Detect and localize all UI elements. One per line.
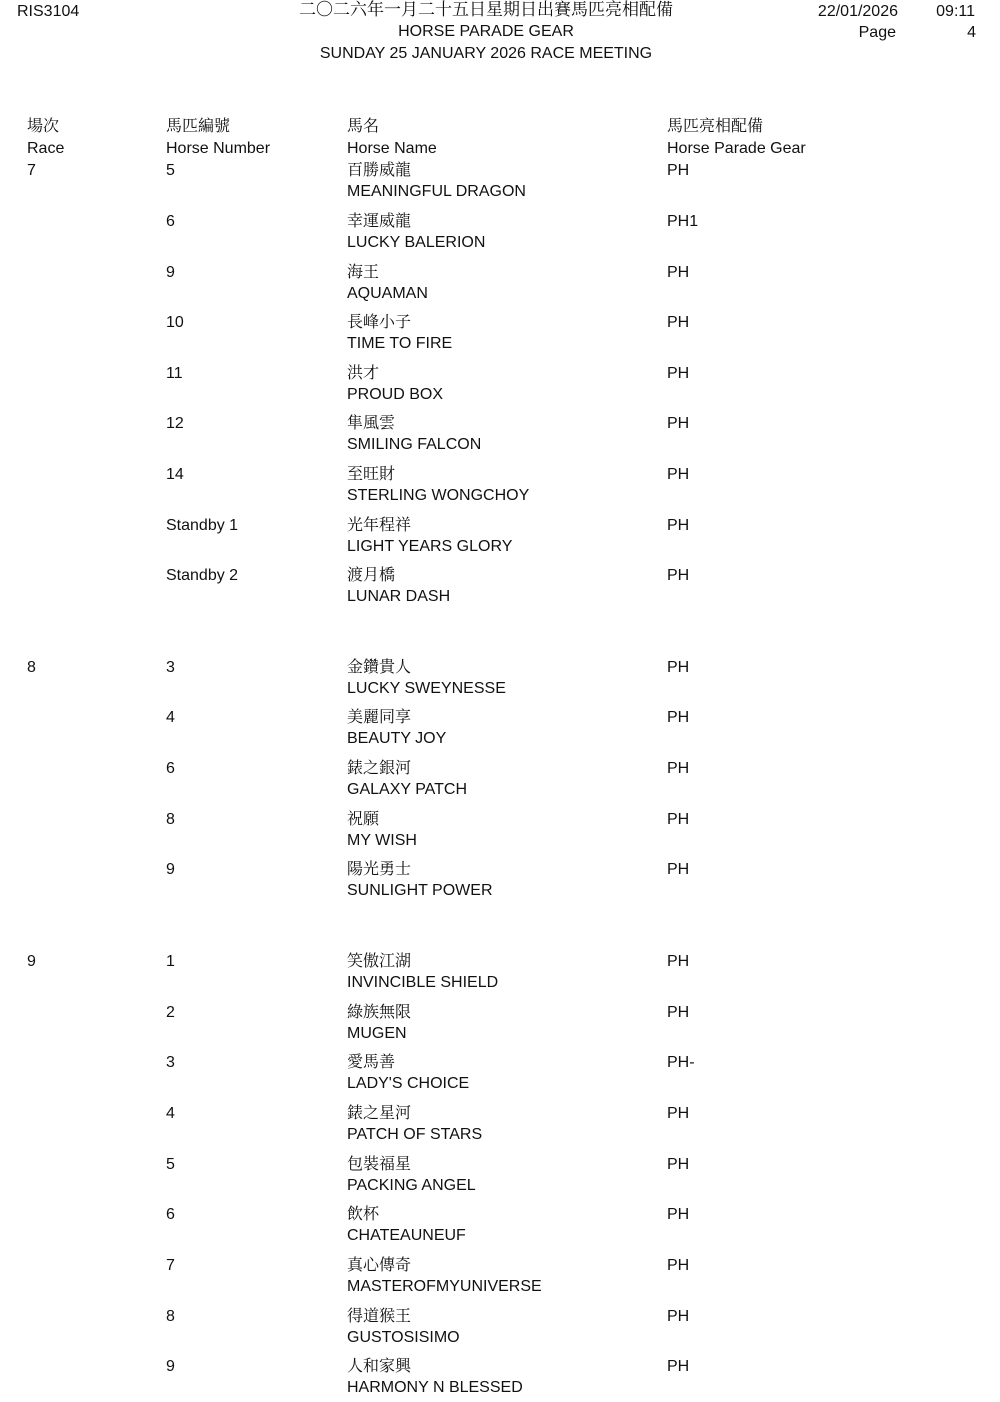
horse-number: 5: [166, 1156, 175, 1173]
horse-name-chinese: 幸運威龍: [347, 213, 412, 230]
table-row: [0, 810, 1000, 854]
horse-name-chinese: 陽光勇士: [347, 861, 412, 878]
report-title: HORSE PARADE GEAR: [398, 23, 574, 40]
horse-number: 6: [166, 760, 175, 777]
report-subtitle: SUNDAY 25 JANUARY 2026 RACE MEETING: [319, 45, 653, 62]
race-number: 8: [27, 659, 36, 676]
horse-name: PACKING ANGEL: [347, 1177, 476, 1194]
horse-name: LIGHT YEARS GLORY: [347, 538, 513, 555]
horse-number: 8: [166, 1308, 175, 1325]
horse-name: PROUD BOX: [347, 386, 444, 403]
horse-number: 9: [166, 264, 175, 281]
horse-name-chinese: 渡月橋: [347, 567, 396, 584]
column-header-gear: Horse Parade Gear: [667, 140, 806, 157]
parade-gear: PH: [667, 709, 690, 726]
horse-number: Standby 1: [166, 517, 239, 534]
table-row: [0, 952, 1000, 996]
table-row: [0, 161, 1000, 205]
table-row: [0, 1307, 1000, 1351]
parade-gear: PH: [667, 517, 690, 534]
horse-number: 4: [166, 709, 175, 726]
parade-gear: PH: [667, 953, 690, 970]
column-header-name-chinese: 馬名: [347, 118, 380, 135]
horse-name-chinese: 祝願: [347, 811, 380, 828]
parade-gear: PH: [667, 811, 690, 828]
table-row: [0, 860, 1000, 904]
horse-name-chinese: 金鑽貴人: [347, 659, 412, 676]
horse-name-chinese: 美麗同享: [347, 709, 412, 726]
report-date: 22/01/2026: [817, 3, 898, 20]
column-header-race: Race: [27, 140, 65, 157]
horse-name-chinese: 真心傳奇: [347, 1257, 412, 1274]
horse-number: 8: [166, 811, 175, 828]
parade-gear: PH: [667, 1105, 690, 1122]
table-row: [0, 465, 1000, 509]
table-row: [0, 212, 1000, 256]
horse-number: Standby 2: [166, 567, 239, 584]
horse-name-chinese: 海王: [347, 264, 380, 281]
table-row: [0, 263, 1000, 307]
parade-gear: PH: [667, 1004, 690, 1021]
horse-name: CHATEAUNEUF: [347, 1227, 466, 1244]
parade-gear: PH: [667, 659, 690, 676]
table-row: [0, 313, 1000, 357]
parade-gear: PH: [667, 365, 690, 382]
horse-name-chinese: 愛馬善: [347, 1054, 396, 1071]
column-header-race-chinese: 場次: [27, 118, 60, 135]
table-row: [0, 364, 1000, 408]
horse-name-chinese: 錶之銀河: [347, 760, 412, 777]
table-row: [0, 1205, 1000, 1249]
table-row: [0, 708, 1000, 752]
horse-number: 1: [166, 953, 175, 970]
parade-gear: PH: [667, 1308, 690, 1325]
table-row: [0, 759, 1000, 803]
parade-gear: PH: [667, 466, 690, 483]
horse-number: 6: [166, 1206, 175, 1223]
horse-name: STERLING WONGCHOY: [347, 487, 530, 504]
horse-number: 4: [166, 1105, 175, 1122]
horse-number: 10: [166, 314, 184, 331]
horse-name: BEAUTY JOY: [347, 730, 447, 747]
horse-name: GALAXY PATCH: [347, 781, 468, 798]
page-number: 4: [967, 24, 976, 41]
race-number: 7: [27, 162, 36, 179]
horse-number: 6: [166, 213, 175, 230]
horse-number: 9: [166, 1358, 175, 1375]
horse-name: MASTEROFMYUNIVERSE: [347, 1278, 542, 1295]
horse-name: SUNLIGHT POWER: [347, 882, 493, 899]
horse-name-chinese: 洪才: [347, 365, 380, 382]
horse-name: LADY'S CHOICE: [347, 1075, 470, 1092]
report-code: RIS3104: [17, 3, 80, 20]
parade-gear: PH: [667, 861, 690, 878]
parade-gear: PH-: [667, 1054, 695, 1071]
horse-number: 5: [166, 162, 175, 179]
horse-name-chinese: 百勝威龍: [347, 162, 412, 179]
race-number: 9: [27, 953, 36, 970]
horse-name: GUSTOSISIMO: [347, 1329, 460, 1346]
parade-gear: PH: [667, 567, 690, 584]
table-row: [0, 566, 1000, 610]
horse-name-chinese: 包裝福星: [347, 1156, 412, 1173]
page-label: Page: [858, 24, 896, 41]
horse-name-chinese: 至旺財: [347, 466, 396, 483]
column-header-name: Horse Name: [347, 140, 437, 157]
horse-number: 3: [166, 1054, 175, 1071]
horse-name-chinese: 長峰小子: [347, 314, 412, 331]
table-row: [0, 1003, 1000, 1047]
column-header-gear-chinese: 馬匹亮相配備: [667, 118, 764, 135]
horse-name-chinese: 飲杯: [347, 1206, 380, 1223]
horse-number: 3: [166, 659, 175, 676]
horse-name-chinese: 得道猴王: [347, 1308, 412, 1325]
table-row: [0, 516, 1000, 560]
parade-gear: PH: [667, 1358, 690, 1375]
parade-gear: PH: [667, 314, 690, 331]
parade-gear: PH: [667, 415, 690, 432]
report-title-chinese: 二〇二六年一月二十五日星期日出賽馬匹亮相配備: [299, 0, 673, 19]
table-row: [0, 1357, 1000, 1401]
horse-name-chinese: 光年程祥: [347, 517, 412, 534]
parade-gear: PH: [667, 1156, 690, 1173]
column-header-number: Horse Number: [166, 140, 271, 157]
horse-name-chinese: 隼風雲: [347, 415, 396, 432]
horse-number: 7: [166, 1257, 175, 1274]
horse-name: LUCKY BALERION: [347, 234, 486, 251]
horse-number: 2: [166, 1004, 175, 1021]
parade-gear: PH1: [667, 213, 699, 230]
table-row: [0, 1053, 1000, 1097]
horse-name: MY WISH: [347, 832, 417, 849]
horse-number: 14: [166, 466, 184, 483]
horse-name: LUNAR DASH: [347, 588, 451, 605]
column-header-number-chinese: 馬匹編號: [166, 118, 231, 135]
table-row: [0, 658, 1000, 702]
horse-name: LUCKY SWEYNESSE: [347, 680, 506, 697]
parade-gear: PH: [667, 264, 690, 281]
table-row: [0, 414, 1000, 458]
horse-number: 12: [166, 415, 184, 432]
horse-number: 11: [166, 365, 183, 382]
horse-name-chinese: 人和家興: [347, 1358, 412, 1375]
horse-name: AQUAMAN: [347, 285, 428, 302]
horse-name: MUGEN: [347, 1025, 407, 1042]
horse-name: HARMONY N BLESSED: [347, 1379, 523, 1396]
horse-number: 9: [166, 861, 175, 878]
report-time: 09:11: [936, 3, 975, 20]
table-row: [0, 1256, 1000, 1300]
parade-gear: PH: [667, 1257, 690, 1274]
horse-name: INVINCIBLE SHIELD: [347, 974, 499, 991]
parade-gear: PH: [667, 760, 690, 777]
table-row: [0, 1155, 1000, 1199]
parade-gear: PH: [667, 1206, 690, 1223]
horse-name: PATCH OF STARS: [347, 1126, 483, 1143]
horse-name: TIME TO FIRE: [347, 335, 453, 352]
horse-name-chinese: 笑傲江湖: [347, 953, 412, 970]
horse-name-chinese: 錶之星河: [347, 1105, 412, 1122]
horse-name: SMILING FALCON: [347, 436, 482, 453]
parade-gear: PH: [667, 162, 690, 179]
horse-name: MEANINGFUL DRAGON: [347, 183, 526, 200]
horse-name-chinese: 綠族無限: [347, 1004, 412, 1021]
table-row: [0, 1104, 1000, 1148]
